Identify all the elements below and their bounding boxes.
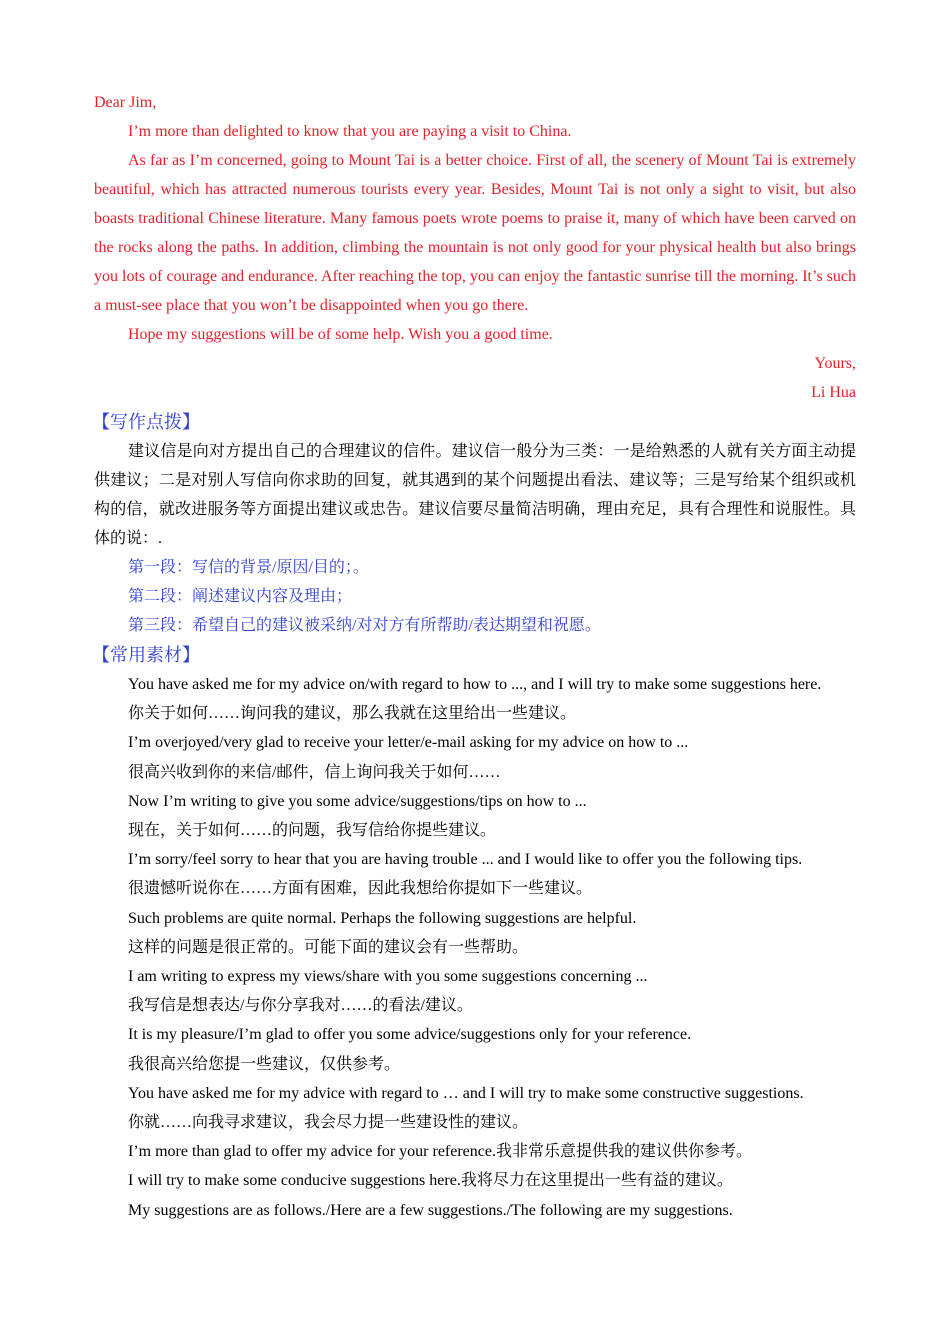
writing-tips-intro: 建议信是向对方提出自己的合理建议的信件。建议信一般分为三类：一是给熟悉的人就有关方面主动提供建议；二是对别人写信向你求助的回复，就其遇到的某个问题提出看法、建议等；三是写给某个组织或机构的信，就改进服务等方面提出建议或忠告。建议信要尽量简洁明确，理由充足，具有合理性和说服性。具体的说：. <box>94 443 856 547</box>
material-line: I’m sorry/feel sorry to hear that you are having trouble ... and I would like to offer you the following tips. <box>128 851 803 869</box>
letter-closing: Hope my suggestions will be of some help. Wish you a good time. <box>128 326 553 343</box>
material-line: 你关于如何……询问我的建议，那么我就在这里给出一些建议。 <box>128 705 577 723</box>
material-line: You have asked me for my advice on/with regard to how to ..., and I will try to make some suggestions here. <box>128 676 822 693</box>
paragraph-guide-1: 第一段：写信的背景/原因/目的；。 <box>128 559 369 576</box>
material-line: I’m more than glad to offer my advice for your reference.我非常乐意提供我的建议供你参考。 <box>128 1143 752 1161</box>
letter-salutation: Dear Jim, <box>94 94 157 111</box>
material-line: 很遗憾听说你在……方面有困难，因此我想给你提如下一些建议。 <box>128 880 593 898</box>
material-line: Such problems are quite normal. Perhaps the following suggestions are helpful. <box>128 909 637 927</box>
material-line: You have asked me for my advice with regard to … and I will try to make some constructive suggestions. <box>128 1084 804 1102</box>
material-line: 现在，关于如何……的问题，我写信给你提些建议。 <box>128 822 497 840</box>
material-line: Now I’m writing to give you some advice/suggestions/tips on how to ... <box>128 792 587 810</box>
material-line: It is my pleasure/I’m glad to offer you some advice/suggestions only for your reference. <box>128 1026 692 1044</box>
sample-letter <box>94 88 856 407</box>
materials-heading: 【常用素材】 <box>92 645 200 665</box>
paragraph-guide-2: 第二段：阐述建议内容及理由； <box>128 588 353 605</box>
letter-signature: Li Hua <box>811 384 856 401</box>
writing-tips-heading: 【写作点拨】 <box>92 412 200 432</box>
material-line: I’m overjoyed/very glad to receive your letter/e-mail asking for my advice on how to ... <box>128 734 689 752</box>
material-line: My suggestions are as follows./Here are a few suggestions./The following are my suggestions. <box>128 1201 733 1219</box>
material-line: 我写信是想表达/与你分享我对……的看法/建议。 <box>128 997 473 1015</box>
material-line: 这样的问题是很正常的。可能下面的建议会有一些帮助。 <box>128 938 529 956</box>
material-line: 我很高兴给您提一些建议，仅供参考。 <box>128 1055 401 1073</box>
writing-tips-section <box>94 407 856 640</box>
material-line: 很高兴收到你的来信/邮件，信上询问我关于如何…… <box>128 763 501 781</box>
material-line: I am writing to express my views/share with you some suggestions concerning ... <box>128 968 648 986</box>
common-materials-section <box>94 640 856 1225</box>
material-line: 你就……向我寻求建议，我会尽力提一些建设性的建议。 <box>128 1114 529 1132</box>
paragraph-guide-3: 第三段：希望自己的建议被采纳/对对方有所帮助/表达期望和祝愿。 <box>128 617 601 634</box>
letter-opening: I’m more than delighted to know that you are paying a visit to China. <box>128 123 572 140</box>
material-line: I will try to make some conducive suggestions here.我将尽力在这里提出一些有益的建议。 <box>128 1172 733 1190</box>
letter-signoff: Yours, <box>814 355 856 372</box>
letter-body: As far as I’m concerned, going to Mount Tai is a better choice. First of all, the scenery of Mount Tai is extremely beautiful, which has attracted numerous tourists every year. Besides, Mount Tai is not only a sight to visit, but also boasts traditional Chinese literature. Many famous poets wrote poems to praise it, many of which have been carved on the rocks along the paths. In addition, climbing the mountain is not only good for your physical health but also brings you lots of courage and endurance. After reaching the top, you can enjoy the fantastic sunrise till the morning. It’s such a must-see place that you won’t be disappointed when you go there. <box>94 152 856 314</box>
document-content <box>94 88 856 1225</box>
